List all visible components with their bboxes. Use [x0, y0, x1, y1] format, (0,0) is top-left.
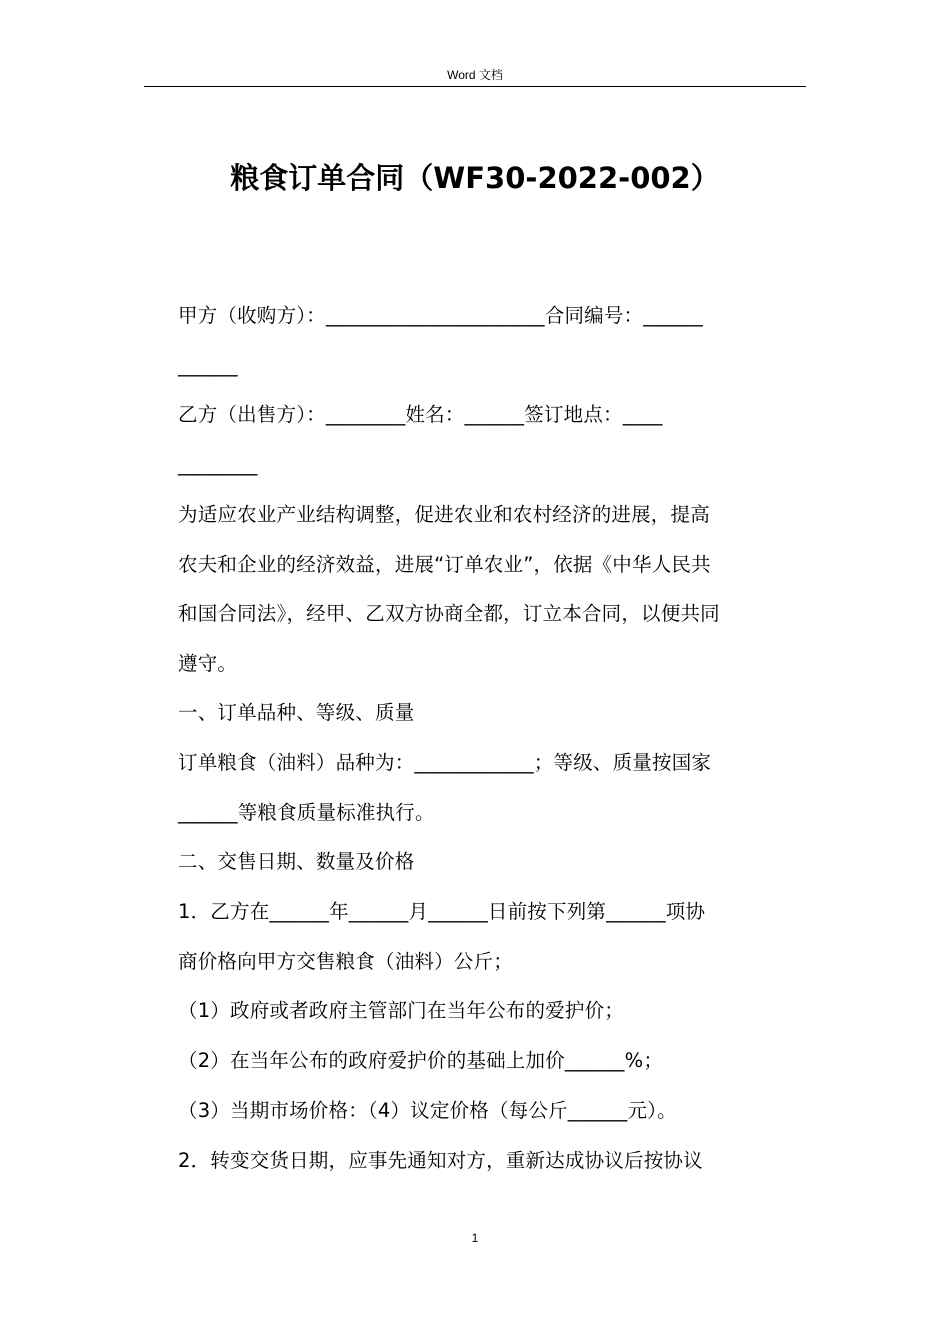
body-line: ________ — [178, 453, 258, 476]
page-number: 1 — [471, 1231, 479, 1245]
section-heading: 一、订单品种、等级、质量 — [178, 701, 415, 724]
page-header: Word 文档 — [447, 68, 503, 82]
body-line: 乙方（出售方）：________姓名：______签订地点：____ — [178, 403, 663, 426]
body-line: 1．乙方在______年______月______日前按下列第______项协 — [178, 900, 706, 923]
body-line: 订单粮食（油料）品种为：____________；等级、质量按国家 — [178, 751, 712, 774]
body-line: 和国合同法》，经甲、乙双方协商全都，订立本合同，以便共同 — [178, 602, 720, 625]
section-heading: 二、交售日期、数量及价格 — [178, 850, 415, 873]
body-line: ______ — [178, 354, 238, 377]
body-line: （1）政府或者政府主管部门在当年公布的爱护价； — [178, 999, 625, 1022]
body-line: （3）当期市场价格：（4）议定价格（每公斤______元）。 — [178, 1099, 677, 1122]
body-line: 遵守。 — [178, 652, 238, 675]
body-line: 2．转变交货日期，应事先通知对方，重新达成协议后按协议 — [178, 1149, 703, 1172]
body-line: （2）在当年公布的政府爱护价的基础上加价______%； — [178, 1049, 664, 1072]
body-line: 农夫和企业的经济效益，进展“订单农业”，依据《中华人民共 — [178, 553, 711, 576]
body-line: 为适应农业产业结构调整，促进农业和农村经济的进展，提高 — [178, 503, 710, 526]
body-line: 商价格向甲方交售粮食（油料）公斤； — [178, 950, 513, 973]
document-title: 粮食订单合同（WF30-2022-002） — [230, 161, 720, 195]
body-line: ______等粮食质量标准执行。 — [178, 801, 435, 824]
header-divider — [144, 86, 806, 87]
body-line: 甲方（收购方）：______________________合同编号：______ — [178, 304, 703, 327]
